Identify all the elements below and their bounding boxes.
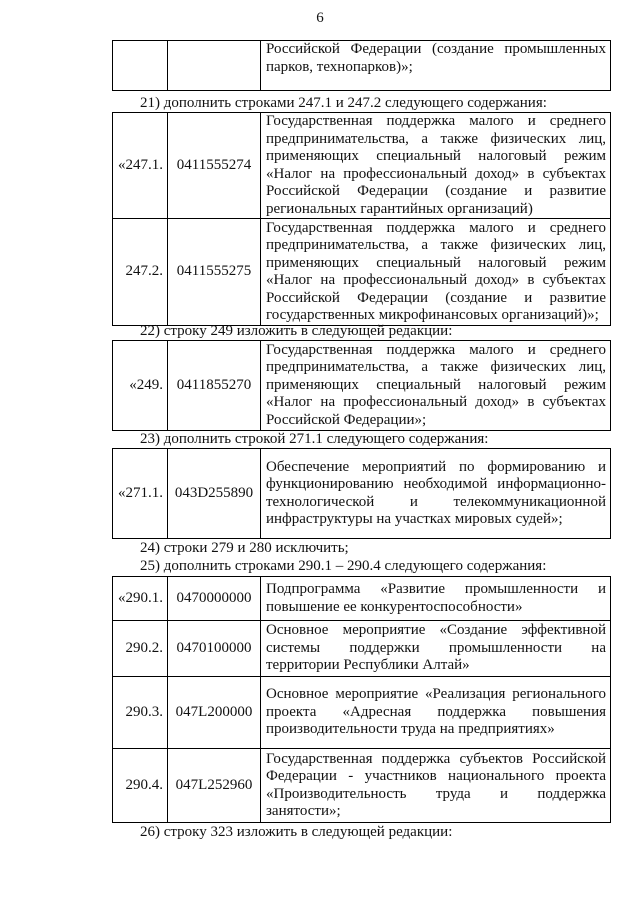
table-247 (112, 112, 610, 326)
table-249 (112, 340, 610, 431)
row-code: 0470000000 (168, 577, 261, 621)
row-code: 0411555274 (168, 113, 261, 219)
row-text: Государственная поддержка малого и среднего предпринимательства, а также физических лиц, применяющих специальный налоговый режим «Налог на профессиональный доход» в субъектах Российской Федерации»; (261, 341, 611, 431)
row-code: 043D255890 (168, 449, 261, 539)
row-code: 0411855270 (168, 341, 261, 431)
row-text: Государственная поддержка субъектов Российской Федерации - участников национального проекта «Производительность труда и поддержка занятости»; (261, 749, 611, 823)
instruction-23: 23) дополнить строкой 271.1 следующего содержания: (140, 431, 489, 447)
row-text: Российской Федерации (создание промышленных парков, технопарков)»; (261, 41, 611, 91)
instruction-25: 25) дополнить строками 290.1 – 290.4 следующего содержания: (140, 558, 547, 574)
row-number: 247.2. (113, 219, 168, 326)
instruction-26: 26) строку 323 изложить в следующей редакции: (140, 824, 453, 840)
row-code: 047L200000 (168, 677, 261, 749)
table-row (113, 219, 611, 326)
page-number: 6 (316, 10, 324, 26)
row-number: «271.1. (113, 449, 168, 539)
table-row (113, 577, 611, 621)
instruction-21: 21) дополнить строками 247.1 и 247.2 следующего содержания: (140, 95, 547, 111)
row-text: Обеспечение мероприятий по формированию и функционированию необходимой информационно-технологической и телекоммуникационной инфраструктуры на участках мировых судей»; (261, 449, 611, 539)
row-number: «249. (113, 341, 168, 431)
instruction-22: 22) строку 249 изложить в следующей редакции: (140, 323, 453, 339)
table-271-1 (112, 448, 610, 539)
row-text: Государственная поддержка малого и среднего предпринимательства, а также физических лиц, применяющих специальный налоговый режим «Налог на профессиональный доход» в субъектах Российской Федерации (создание и развитие региональных гарантийных организаций) (261, 113, 611, 219)
table-row (113, 449, 611, 539)
table-row (113, 749, 611, 823)
table-row (113, 677, 611, 749)
table-continuation (112, 40, 610, 91)
row-code: 047L252960 (168, 749, 261, 823)
row-text: Государственная поддержка малого и среднего предпринимательства, а также физических лиц, применяющих специальный налоговый режим «Налог на профессиональный доход» в субъектах Российской Федерации (создание и развитие государственных микрофинансовых организаций)»; (261, 219, 611, 326)
row-code: 0411555275 (168, 219, 261, 326)
row-number: 290.2. (113, 621, 168, 677)
row-text: Подпрограмма «Развитие промышленности и повышение ее конкурентоспособности» (261, 577, 611, 621)
row-text: Основное мероприятие «Создание эффективной системы поддержки промышленности на территории Республики Алтай» (261, 621, 611, 677)
table-row (113, 621, 611, 677)
row-number: 290.3. (113, 677, 168, 749)
row-number: «247.1. (113, 113, 168, 219)
row-number: 290.4. (113, 749, 168, 823)
row-code: 0470100000 (168, 621, 261, 677)
table-row (113, 41, 611, 91)
row-number: «290.1. (113, 577, 168, 621)
row-code (168, 41, 261, 91)
table-290 (112, 576, 610, 823)
row-text: Основное мероприятие «Реализация регионального проекта «Адресная поддержка повышения производительности труда на предприятиях» (261, 677, 611, 749)
table-row (113, 113, 611, 219)
instruction-24: 24) строки 279 и 280 исключить; (140, 540, 349, 556)
table-row (113, 341, 611, 431)
row-number (113, 41, 168, 91)
